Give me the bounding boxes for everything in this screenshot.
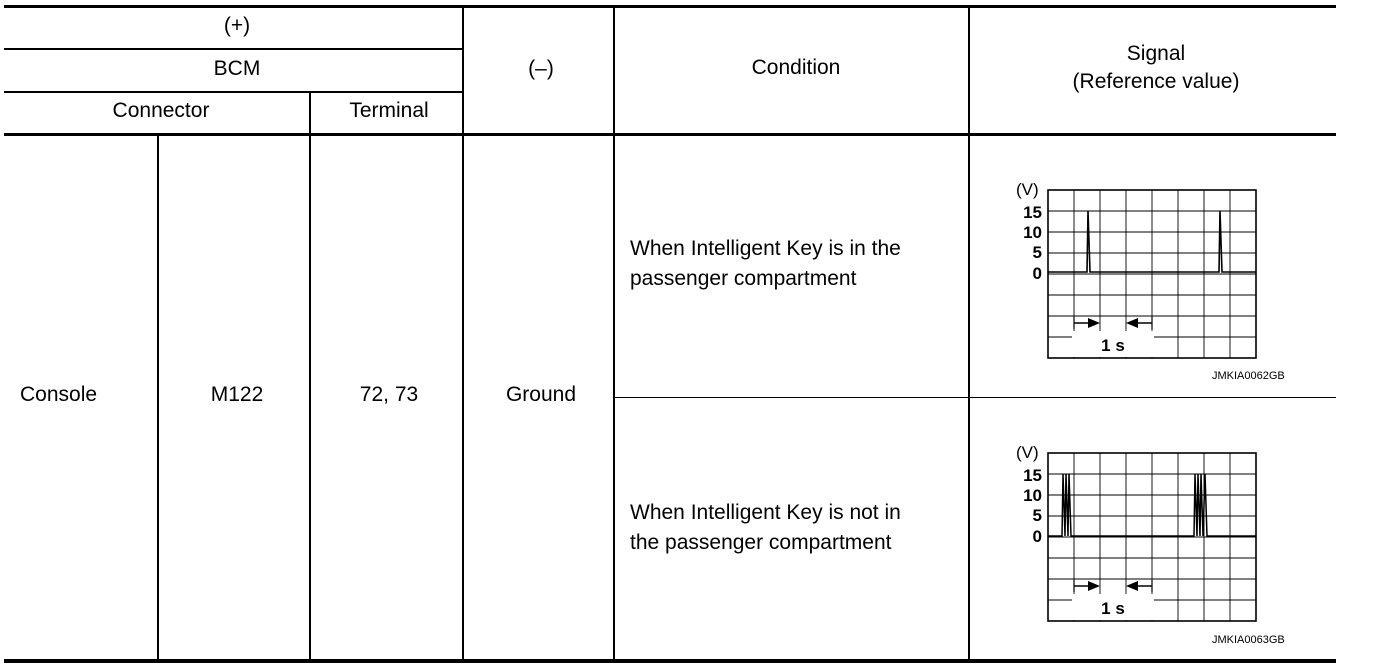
cell-minus: Ground bbox=[505, 383, 577, 406]
cell-connector-name: Console bbox=[20, 383, 98, 406]
rule-plus bbox=[4, 48, 463, 50]
header-condition: Condition bbox=[751, 56, 841, 79]
waveform-1-tick-0: 0 bbox=[1032, 264, 1042, 283]
waveform-1-unit: (V) bbox=[1016, 180, 1039, 199]
divider-bcm-minus bbox=[462, 5, 464, 663]
header-plus: (+) bbox=[223, 14, 251, 37]
cell-connector-no: M122 bbox=[210, 383, 264, 406]
waveform-1-caption: JMKIA0062GB bbox=[1212, 370, 1285, 382]
waveform-1-tick-10: 10 bbox=[1023, 223, 1042, 242]
cell-terminal: 72, 73 bbox=[359, 383, 419, 406]
waveform-graph-2 bbox=[1014, 440, 1314, 650]
waveform-2-tick-0: 0 bbox=[1032, 527, 1042, 546]
rule-top bbox=[4, 5, 1336, 8]
waveform-2-caption: JMKIA0063GB bbox=[1212, 634, 1285, 646]
rule-bcm bbox=[4, 91, 463, 93]
waveform-1-time-label: 1 s bbox=[1101, 336, 1125, 355]
waveform-graph-1 bbox=[1014, 177, 1314, 387]
waveform-2-unit: (V) bbox=[1016, 443, 1039, 462]
header-terminal: Terminal bbox=[349, 99, 429, 122]
header-bcm: BCM bbox=[213, 57, 261, 80]
divider-console-m122 bbox=[157, 133, 159, 663]
waveform-2-tick-15: 15 bbox=[1023, 466, 1042, 485]
header-minus: (–) bbox=[528, 57, 554, 80]
rule-header-bottom bbox=[4, 133, 1336, 136]
header-signal-reference: (Reference value) bbox=[1072, 70, 1240, 93]
condition-2-line2: the passenger compartment bbox=[630, 531, 892, 554]
condition-2-line1: When Intelligent Key is not in bbox=[630, 501, 901, 524]
header-connector: Connector bbox=[112, 99, 210, 122]
condition-1-line2: passenger compartment bbox=[630, 267, 857, 290]
waveform-1-tick-15: 15 bbox=[1023, 203, 1042, 222]
header-signal: Signal bbox=[1126, 42, 1186, 65]
rule-condition-split bbox=[614, 397, 1336, 398]
waveform-2-tick-10: 10 bbox=[1023, 486, 1042, 505]
condition-1-line1: When Intelligent Key is in the bbox=[630, 237, 901, 260]
waveform-1-tick-5: 5 bbox=[1032, 243, 1042, 262]
divider-connector-terminal bbox=[309, 91, 311, 663]
rule-bottom bbox=[4, 659, 1336, 663]
divider-condition-signal bbox=[968, 5, 970, 663]
divider-minus-condition bbox=[613, 5, 615, 663]
waveform-2-time-label: 1 s bbox=[1101, 599, 1125, 618]
waveform-2-tick-5: 5 bbox=[1032, 506, 1042, 525]
